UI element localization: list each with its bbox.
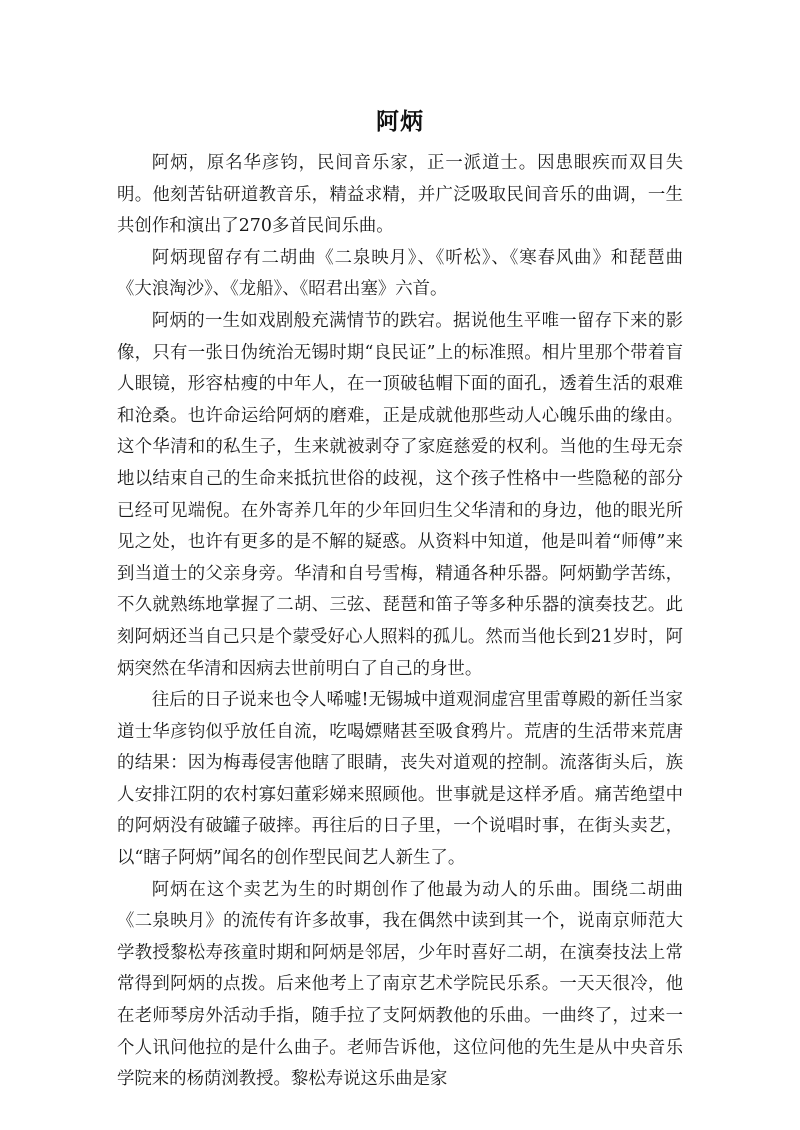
paragraph: 阿炳现留存有二胡曲《二泉映月》、《听松》、《寒春风曲》和琵琶曲《大浪淘沙》、《龙船》、《昭君出塞》六首。 bbox=[117, 247, 683, 300]
paragraph: 阿炳的一生如戏剧般充满情节的跌宕。据说他生平唯一留存下来的影像，只有一张日伪统治无锡时期“良民证”上的标准照。相片里那个带着盲人眼镜，形容枯瘦的中年人，在一顶破毡帽下面的面孔，透着生活的艰难和沧桑。也许命运给阿炳的磨难，正是成就他那些动人心魄乐曲的缘由。这个华清和的私生子，生来就被剥夺了家庭慈爱的权利。当他的生母无奈地以结束自己的生命来抵抗世俗的歧视，这个孩子性格中一些隐秘的部分已经可见端倪。在外寄养几年的少年回归生父华清和的身边，他的眼光所见之处，也许有更多的是不解的疑惑。从资料中知道，他是叫着“师傅”来到当道士的父亲身旁。华清和自号雪梅，精通各种乐器。阿炳勤学苦练，不久就熟练地掌握了二胡、三弦、琵琶和笛子等多种乐器的演奏技艺。此刻阿炳还当自己只是个蒙受好心人照料的孤儿。然而当他长到21岁时，阿炳突然在华清和因病去世前明白了自己的身世。 bbox=[117, 310, 683, 679]
paragraph: 阿炳在这个卖艺为生的时期创作了他最为动人的乐曲。围绕二胡曲《二泉映月》的流传有许多故事，我在偶然中读到其一个，说南京师范大学教授黎松寿孩童时期和阿炳是邻居，少年时喜好二胡，在演奏技法上常常得到阿炳的点拨。后来他考上了南京艺术学院民乐系。一天天很冷，他在老师琴房外活动手指，随手拉了支阿炳教他的乐曲。一曲终了，过来一个人讯问他拉的是什么曲子。老师告诉他，这位问他的先生是从中央音乐学院来的杨荫浏教授。黎松寿说这乐曲是家 bbox=[117, 879, 683, 1090]
paragraph: 阿炳，原名华彦钧，民间音乐家，正一派道士。因患眼疾而双目失明。他刻苦钻研道教音乐，精益求精，并广泛吸取民间音乐的曲调，一生共创作和演出了270多首民间乐曲。 bbox=[117, 153, 683, 237]
paragraph: 往后的日子说来也令人唏嘘!无锡城中道观洞虚宫里雷尊殿的新任当家道士华彦钧似乎放任自流，吃喝嫖赌甚至吸食鸦片。荒唐的生活带来荒唐的结果：因为梅毒侵害他瞎了眼睛，丧失对道观的控制。流落街头后，族人安排江阴的农村寡妇董彩娣来照顾他。世事就是这样矛盾。痛苦绝望中的阿炳没有破罐子破摔。再往后的日子里，一个说唱时事，在街头卖艺，以“瞎子阿炳”闻名的创作型民间艺人新生了。 bbox=[117, 690, 683, 869]
document-body bbox=[117, 148, 683, 1096]
document-title: 阿炳 bbox=[376, 109, 424, 135]
